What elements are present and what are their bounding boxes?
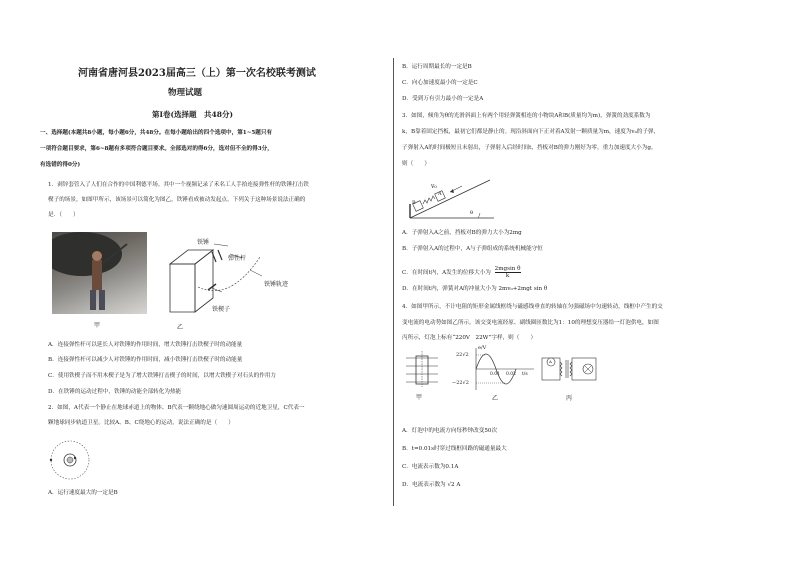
- q3-option-c: [402, 266, 521, 279]
- q3-option-d: [402, 286, 547, 293]
- section-line: 一、选择题(本题共8小题，每小题6分，共48分。在每小题给出的四个选项中，第1~5题只有: [40, 130, 273, 136]
- option-d-value: √2: [447, 482, 455, 488]
- label-elastic-rod: 弹性杆: [228, 255, 247, 262]
- volume-heading: 第Ⅰ卷(选择题 共48分): [152, 110, 234, 119]
- fig-label-bing: 丙: [566, 395, 573, 402]
- option-d-unit: A: [456, 482, 461, 488]
- option-d-text: D．在时间t内，弹簧对A的冲量大小为: [402, 286, 497, 292]
- q1-option: C．使用铁楔子而不用木楔子是为了增大铁锤打击楔子的时间，以增大铁楔子对石头的作用力: [48, 373, 277, 379]
- label-hammer-track: 铁锤轨迹: [264, 281, 289, 288]
- q1-stem: 楔子的场景，如图甲所示，该场景可以简化为图乙，铁锤看成被动发起点。下列关于这种场景说法正确的: [48, 197, 306, 203]
- q2-stem: 2．如图，A代表一个静止在地球赤道上的物体、B代表一颗绕地心做匀速圆周运动的近地卫星，C代表一: [48, 405, 305, 411]
- q3-stem: 子弹射入A的时间极短且未射出，子弹射入后经时间t，挡板对B的弹力刚好为零。重力加速度大小为g。: [402, 145, 657, 151]
- q3-option-b: B．子弹射入A的过程中，A与子弹组成的系统机械能守恒: [402, 246, 543, 252]
- exam-subtitle: 物理试题: [168, 88, 203, 98]
- q2-stem: 颗地球同步轨道卫星。比较A、B、C绕地心的运动，说法正确的是（ ）: [48, 420, 234, 426]
- column-divider: [393, 58, 394, 506]
- graph-yneg: −22√2: [452, 380, 469, 386]
- q4-option: A．灯泡中的电流方向每秒钟改变50次: [402, 428, 498, 434]
- q2-option: C．向心加速度最小的一定是C: [402, 80, 478, 86]
- label-theta: θ: [470, 210, 474, 216]
- label-hammer: 铁锤: [197, 239, 210, 246]
- q2-option-a: A．运行速度最大的一定是B: [48, 490, 118, 496]
- graph-ypos: 22√2: [456, 352, 469, 358]
- q3-stem: k，B靠着固定挡板，最初它们都是静止的。现沿斜面向下正对着A发射一颗质量为m，速度为v₀的子弹，: [402, 129, 660, 135]
- q1-option: A．连接弹性杆可以延长人对铁锤的作用时间，增大铁锤打击铁楔子时的动能量: [48, 342, 243, 348]
- photo-overlay: [52, 232, 147, 314]
- q3-stem: 则（ ）: [402, 161, 430, 167]
- coil-diagram: [404, 350, 440, 388]
- fig-label-yi: 乙: [177, 324, 184, 331]
- orbit-diagram: [48, 438, 92, 482]
- graph-tunit: t/s: [522, 372, 528, 377]
- q1-stem: 1．剥锌套管入了人们在合作的中国利德平场。其中一个视频记录了禾名工人手拾连接弹性杆的铁锤打击铁: [48, 182, 309, 188]
- option-d-expr: 2mv₀+2mgt sin θ: [498, 286, 548, 292]
- q2-option: D．受到万有引力最小的一定是A: [402, 96, 484, 102]
- fraction: [495, 266, 521, 279]
- q4-option: B．t=0.01s时穿过线框回路的磁通量最大: [402, 446, 507, 452]
- label-a: A: [438, 191, 442, 197]
- graph-t1: 0.01: [490, 372, 501, 377]
- q1-option: D．在铁锤的运动过程中，铁锤的动能全部转化为热能: [48, 389, 182, 395]
- option-d-text: D．电流表示数为: [402, 482, 446, 488]
- label-b: B: [412, 200, 416, 206]
- q3-stem: 3．如图，倾角为θ的光滑斜面上有两个用轻弹簧相连的小物块A和B(质量均为m)，弹簧的劲度系数为: [402, 113, 651, 119]
- q1-stem: 是．（ ）: [48, 212, 79, 218]
- option-c-text: C．在时间t内，A发生的位移大小为: [402, 270, 491, 276]
- q4-stem: 4．如图甲所示，不计电阻的矩形金属线框绕与磁感线垂直的转轴在匀强磁场中匀速转动，线框中产生的交: [402, 304, 663, 310]
- transformer-circuit: [540, 352, 600, 386]
- graph-ylabel: e/V: [478, 345, 487, 351]
- worker-photo: [52, 232, 147, 314]
- section-line: 有选错的得0分): [40, 162, 81, 168]
- q3-option-a: A．子弹射入A之前，挡板对B的弹力大小为2mg: [402, 230, 522, 236]
- q4-option-d: [402, 482, 460, 489]
- fig-label-jia: 甲: [94, 322, 101, 329]
- fig-label-yi: 乙: [492, 395, 499, 402]
- q4-option: C．电流表示数为0.1A: [402, 464, 459, 470]
- q1-option: B．连接弹性杆可以减少人对铁锤的作用时间，减小铁锤打击铁楔子时的动能量: [48, 357, 243, 363]
- section-line: 一项符合题目要求，第6~8题有多项符合题目要求。全部选对的得6分，选对但不全的得3分，: [40, 146, 273, 152]
- q4-stem: 变电流的电动势如图乙所示。该交变电流经原、副线圈匝数比为1：10的理想变压器给一灯泡供电，如图: [402, 320, 659, 326]
- ammeter-icon: A: [549, 359, 552, 364]
- exam-title: 河南省唐河县2023届高三（上）第一次名校联考测试: [78, 68, 316, 79]
- fraction-numerator: 2mgsin θ: [494, 266, 521, 272]
- label-wedge: 铁楔子: [212, 306, 231, 313]
- graph-t2: 0.02: [506, 372, 517, 377]
- label-v0: v₀: [431, 183, 437, 190]
- incline-diagram: [408, 176, 498, 222]
- q4-stem: 丙所示，灯泡上标有“220V 22W”字样，则（ ）: [402, 335, 537, 341]
- fraction-denominator: k: [505, 273, 510, 279]
- fig-label-jia: 甲: [416, 394, 423, 401]
- q2-option: B．运行周期最长的一定是B: [402, 64, 472, 70]
